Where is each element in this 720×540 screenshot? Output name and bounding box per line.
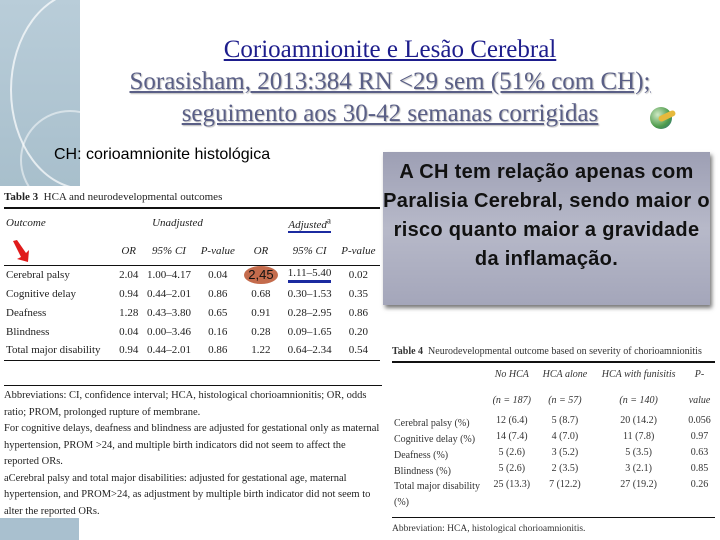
footnote-marker: a — [326, 215, 331, 226]
cell: 0.65 — [208, 306, 228, 319]
decorative-panel-bottom — [0, 518, 79, 540]
cell: 0.26 — [690, 479, 709, 490]
cell: 12 (6.4) — [495, 415, 528, 426]
cell: 0.85 — [690, 463, 709, 474]
table-row — [4, 265, 380, 284]
row-label: Total major disability — [6, 344, 101, 357]
cell: 0.97 — [690, 431, 709, 442]
cell: 0.02 — [348, 268, 368, 281]
row-label: Blindness — [6, 325, 50, 338]
cell: 1.11–5.40 — [288, 266, 332, 283]
cell: 0.00–3.46 — [147, 325, 192, 338]
definition-text: CH: corioamnionite histológica — [54, 146, 271, 163]
highlighted-or-value: 2,45 — [244, 266, 278, 284]
cell-underlined — [282, 265, 336, 284]
cell: 0.86 — [208, 344, 228, 357]
cell: 0.04 — [119, 325, 139, 338]
table-row — [4, 284, 380, 303]
cell: 0.64–2.34 — [287, 344, 332, 357]
cell: 5 (2.6) — [498, 463, 526, 474]
callout-box: A CH tem relação apenas com Paralisia Cerebral, sendo maior o risco quanto maior a gravidade da inflamação. — [383, 152, 710, 305]
cell: 0.04 — [208, 268, 228, 281]
cell: 5 (8.7) — [551, 415, 579, 426]
column-header-n: (n = 140) — [619, 394, 658, 406]
slide-subtitle-2[interactable]: seguimento aos 30-42 semanas corrigidas — [181, 100, 599, 127]
cell: 3 (5.2) — [551, 447, 579, 458]
cell: 1.22 — [251, 344, 271, 357]
table-3-notes: Abbreviations: CI, confidence interval; HCA, histological chorioamnionitis; OR, odds ratio; PROM, prolonged rupture of membrane. For cognitive delays, deafness and blindness are adjusted for gestational only as maternal hypertension, PROM >24, and multiple birth indicators did not seem to affect the reported ORs. aCerebral palsy and total major disabilities: adjusted for gestational age, maternal hypertension, and PROM>24, as adjustment by multiple birth indicator did not seem to alter the reported ORs. — [4, 385, 382, 520]
header-spacer — [392, 385, 487, 415]
cell: 0.30–1.53 — [287, 287, 332, 300]
table-row — [4, 341, 380, 360]
row-label: Cognitive delay — [6, 287, 76, 300]
cell: 1.00–4.17 — [147, 268, 192, 281]
column-header-n: (n = 57) — [548, 394, 582, 406]
cell: 0.20 — [348, 325, 368, 338]
row-label: Total major disability (%) — [394, 481, 480, 508]
column-header: HCA with funisitis — [601, 368, 676, 380]
column-header: 95% CI — [292, 244, 327, 257]
table-row — [4, 303, 380, 322]
cell: 4 (7.0) — [551, 431, 579, 442]
cell: 0.91 — [251, 306, 271, 319]
column-header: P-value — [341, 244, 376, 257]
cell: 25 (13.3) — [493, 479, 531, 490]
cell: 5 (2.6) — [498, 447, 526, 458]
cell: 0.86 — [348, 306, 368, 319]
column-header: HCA alone — [542, 368, 588, 380]
cell: 7 (12.2) — [549, 479, 581, 490]
header-spacer — [392, 363, 487, 385]
cell: 0.35 — [348, 287, 368, 300]
cell: 0.28 — [251, 325, 271, 338]
cell: 27 (19.2) — [620, 479, 657, 490]
cell: 20 (14.2) — [620, 415, 657, 426]
cell: 0.63 — [690, 447, 709, 458]
table-row — [392, 463, 715, 479]
group-unadjusted: Unadjusted — [152, 217, 203, 229]
column-header: OR — [121, 244, 137, 257]
column-header-n: value — [688, 394, 711, 406]
table-3-caption: Table 3 HCA and neurodevelopmental outcomes — [4, 191, 223, 203]
cell: 0.94 — [119, 287, 139, 300]
cell: 11 (7.8) — [622, 431, 655, 442]
cell: 0.94 — [119, 344, 139, 357]
cell: 2 (3.5) — [551, 463, 579, 474]
table-row — [392, 415, 715, 431]
cell: 3 (2.1) — [625, 463, 652, 474]
column-header-n: (n = 187) — [492, 394, 531, 406]
column-header: 95% CI — [152, 244, 186, 257]
cell: 1.28 — [119, 306, 139, 319]
cell: 0.54 — [348, 344, 368, 357]
cell: 0.43–3.80 — [147, 306, 192, 319]
cell: 0.09–1.65 — [287, 325, 332, 338]
row-label: Cerebral palsy — [6, 268, 70, 281]
row-label: Blindness (%) — [394, 465, 451, 477]
table-4: Table 4 Neurodevelopmental outcome based on severity of chorioamnionitis No HCA HCA alone HCA with funisitis P- (n = 187) (n = 57) (n = 140) value Cerebral palsy (%) 12 (6.4) 5 (8.7) 20 (14.2) 0.056 Cognitive delay (%) 14 (7.4) 4 (7.0) 11 (7.8) 0.97 Deafness (%) 5 (2.6) 3 (5.2) 5 (3.5) 0.63 Blindness (%) 5 (2.6) 2 (3.5) 3 (2.1) 0.85 Total major disability (%) 25 (13.3) 7 (12.2) 27 (19.2) 0.26 Abbreviation: HCA, histological chorioamnionitis. — [392, 346, 715, 534]
table-3 — [4, 191, 380, 361]
column-header: OR — [253, 244, 269, 257]
cell: 0.44–2.01 — [147, 344, 192, 357]
cell: 0.44–2.01 — [147, 287, 192, 300]
table-row — [392, 447, 715, 463]
table-4-footnote: Abbreviation: HCA, histological chorioamnionitis. — [392, 517, 715, 534]
slide-title[interactable]: Corioamnionite e Lesão Cerebral — [223, 36, 557, 63]
column-header: P-value — [200, 244, 235, 257]
cell: 0.86 — [208, 287, 228, 300]
cell: 5 (3.5) — [625, 447, 652, 458]
column-header: P- — [694, 368, 705, 380]
cell: 0.68 — [251, 287, 271, 300]
cell: 0.28–2.95 — [287, 306, 332, 319]
globe-link-icon[interactable] — [650, 107, 672, 129]
column-header: No HCA — [494, 368, 529, 380]
cell: 2.04 — [119, 268, 139, 281]
group-adjusted-underlined — [288, 215, 331, 233]
cell: 14 (7.4) — [495, 431, 528, 442]
row-label: Cognitive delay (%) — [394, 433, 476, 445]
cell: 0.056 — [688, 415, 711, 426]
row-label: Deafness — [6, 306, 47, 319]
col-outcome: Outcome — [6, 217, 46, 229]
row-label: Deafness (%) — [394, 449, 449, 461]
red-arrow-icon — [10, 240, 32, 262]
table-row — [392, 431, 715, 447]
table-row — [4, 322, 380, 341]
table-row — [392, 479, 715, 511]
cell-highlighted — [239, 265, 282, 284]
group-adjusted: Adjusted — [288, 218, 327, 231]
row-label: Cerebral palsy (%) — [394, 417, 470, 429]
cell: 0.16 — [208, 325, 228, 338]
slide-subtitle-1[interactable]: Sorasisham, 2013:384 RN <29 sem (51% com CH); — [129, 68, 651, 95]
